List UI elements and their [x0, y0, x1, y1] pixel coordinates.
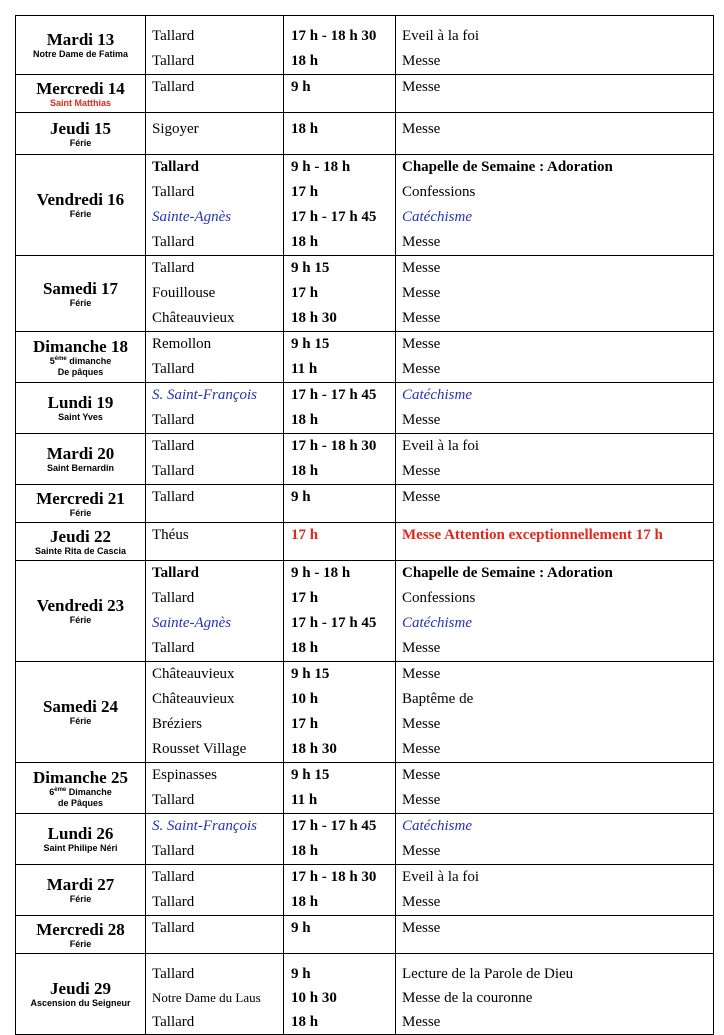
- day-cell: [16, 523, 146, 561]
- day-cell: [16, 113, 146, 155]
- event-line: Messe: [402, 285, 441, 301]
- time-line: 9 h: [291, 79, 311, 95]
- event-line: Confessions: [402, 590, 476, 606]
- time-cell: [284, 865, 396, 916]
- event-line: Messe Attention exceptionnellement 17 h: [402, 527, 663, 543]
- place-cell: [146, 561, 284, 662]
- place-line: Notre Dame du Laus: [152, 990, 261, 1005]
- event-line: Baptême de: [402, 691, 474, 707]
- time-cell: [284, 814, 396, 865]
- event-cell: [396, 916, 714, 954]
- time-line: 18 h: [291, 463, 319, 479]
- place-line: Tallard: [152, 843, 195, 859]
- event-cell: [396, 113, 714, 155]
- day-row: [16, 256, 714, 332]
- day-subtitle: Férie: [69, 894, 92, 904]
- day-subtitle: Sainte Rita de Cascia: [34, 545, 127, 556]
- day-cell: [16, 434, 146, 485]
- place-line: Tallard: [152, 792, 195, 808]
- place-line: Tallard: [152, 28, 195, 44]
- time-line: 17 h: [291, 184, 319, 200]
- place-line: Théus: [152, 527, 189, 543]
- event-line: Lecture de la Parole de Dieu: [402, 966, 574, 982]
- time-line: 9 h: [291, 966, 311, 982]
- day-subtitle: [16, 787, 145, 798]
- day-name: Lundi 26: [47, 824, 114, 843]
- time-line: 11 h: [291, 792, 318, 808]
- event-line: Eveil à la foi: [402, 28, 480, 44]
- place-line: Châteauvieux: [152, 691, 235, 707]
- place-line: Châteauvieux: [152, 666, 235, 682]
- event-line: Messe: [402, 463, 441, 479]
- event-line: Messe de la couronne: [402, 990, 533, 1006]
- day-cell: [16, 865, 146, 916]
- event-line: Messe: [402, 767, 441, 783]
- time-cell: [284, 434, 396, 485]
- day-cell: [16, 332, 146, 383]
- time-line: 18 h: [291, 121, 319, 137]
- event-line: Chapelle de Semaine : Adoration: [402, 159, 613, 175]
- time-cell: [284, 485, 396, 523]
- time-line: 17 h - 18 h 30: [291, 869, 377, 885]
- event-line: Messe: [402, 489, 441, 505]
- day-name: Mercredi 14: [36, 78, 125, 98]
- event-line: Messe: [402, 666, 441, 682]
- place-line: S. Saint-François: [152, 818, 257, 834]
- event-line: Messe: [402, 79, 441, 95]
- place-cell: [146, 485, 284, 523]
- place-line: Tallard: [152, 590, 195, 606]
- event-cell: [396, 75, 714, 113]
- day-row: [16, 113, 714, 155]
- event-line: Messe: [402, 640, 441, 656]
- subtitle-text: dimanche: [66, 355, 112, 366]
- time-cell: [284, 763, 396, 814]
- day-name: Mardi 27: [46, 875, 115, 894]
- schedule-table: [15, 15, 714, 1035]
- event-line: Messe: [402, 336, 441, 352]
- place-line: Châteauvieux: [152, 310, 235, 326]
- place-cell: [146, 865, 284, 916]
- time-cell: [284, 523, 396, 561]
- day-row: [16, 954, 714, 1035]
- day-name: Samedi 17: [42, 278, 119, 298]
- day-cell: [16, 256, 146, 332]
- day-cell: [16, 954, 146, 1035]
- event-line: Messe: [402, 121, 441, 137]
- time-line: 9 h: [291, 489, 311, 505]
- event-line: Messe: [402, 234, 441, 250]
- schedule-body: [16, 16, 714, 1035]
- time-cell: [284, 383, 396, 434]
- day-subtitle: Saint Matthias: [49, 97, 111, 108]
- place-line: Fouillouse: [152, 285, 216, 301]
- place-line: Tallard: [152, 565, 199, 581]
- day-name: Samedi 24: [42, 697, 119, 716]
- place-cell: [146, 916, 284, 954]
- event-line: Messe: [402, 260, 441, 276]
- time-line: 9 h 15: [291, 336, 330, 352]
- event-line: Messe: [402, 894, 441, 910]
- place-cell: [146, 814, 284, 865]
- ordinal-number: 5: [49, 355, 55, 366]
- place-cell: [146, 383, 284, 434]
- time-line: 10 h 30: [291, 990, 337, 1006]
- event-cell: [396, 814, 714, 865]
- day-row: [16, 332, 714, 383]
- day-subtitle: Férie: [69, 137, 92, 148]
- time-line: 18 h: [291, 640, 319, 656]
- place-line: Tallard: [152, 53, 195, 69]
- day-name: Mardi 20: [46, 444, 115, 463]
- time-line: 18 h: [291, 53, 319, 69]
- event-cell: [396, 485, 714, 523]
- event-cell: [396, 434, 714, 485]
- place-cell: [146, 256, 284, 332]
- day-cell: [16, 763, 146, 814]
- time-line: 17 h - 17 h 45: [291, 615, 377, 631]
- time-line: 18 h: [291, 412, 319, 428]
- place-line: Tallard: [152, 489, 195, 505]
- day-row: [16, 16, 714, 75]
- place-cell: [146, 155, 284, 256]
- place-line: Tallard: [152, 438, 195, 454]
- event-cell: [396, 523, 714, 561]
- day-name: Jeudi 22: [50, 526, 111, 546]
- place-line: Tallard: [152, 463, 195, 479]
- day-name: Lundi 19: [47, 393, 114, 412]
- place-cell: [146, 662, 284, 763]
- event-cell: [396, 16, 714, 75]
- day-row: [16, 814, 714, 865]
- event-line: Messe: [402, 792, 441, 808]
- event-line: Catéchisme: [402, 818, 472, 834]
- place-line: Tallard: [152, 234, 195, 250]
- day-name: Mardi 13: [46, 30, 115, 49]
- time-line: 10 h: [291, 691, 319, 707]
- place-line: Rousset Village: [152, 741, 247, 757]
- place-cell: [146, 763, 284, 814]
- day-row: [16, 662, 714, 763]
- time-line: 9 h 15: [291, 767, 330, 783]
- time-line: 17 h - 17 h 45: [291, 209, 377, 225]
- time-line: 18 h: [291, 894, 319, 910]
- event-line: Messe: [402, 310, 441, 326]
- day-name: Jeudi 29: [50, 979, 111, 998]
- event-line: Messe: [402, 361, 441, 377]
- time-cell: [284, 332, 396, 383]
- day-subtitle: Férie: [69, 938, 92, 949]
- time-line: 9 h 15: [291, 260, 330, 276]
- day-name: Mercredi 28: [36, 919, 125, 939]
- event-line: Chapelle de Semaine : Adoration: [402, 565, 613, 581]
- place-cell: [146, 523, 284, 561]
- day-row: [16, 75, 714, 113]
- event-cell: [396, 954, 714, 1035]
- day-subtitle: Saint Yves: [58, 412, 103, 422]
- day-row: [16, 155, 714, 256]
- day-cell: [16, 155, 146, 256]
- event-line: Messe: [402, 412, 441, 428]
- place-line: Sigoyer: [152, 121, 199, 137]
- event-cell: [396, 383, 714, 434]
- day-row: [16, 383, 714, 434]
- time-cell: [284, 916, 396, 954]
- time-cell: [284, 954, 396, 1035]
- place-line: Tallard: [152, 79, 195, 95]
- time-line: 9 h - 18 h: [291, 565, 351, 581]
- time-line: 17 h: [291, 716, 319, 732]
- time-line: 17 h - 18 h 30: [291, 438, 377, 454]
- place-cell: [146, 954, 284, 1035]
- ordinal-suffix: ème: [54, 786, 67, 793]
- place-cell: [146, 75, 284, 113]
- day-cell: [16, 814, 146, 865]
- time-line: 18 h 30: [291, 310, 337, 326]
- day-row: [16, 523, 714, 561]
- place-line: Tallard: [152, 894, 195, 910]
- day-subtitle: de Pâques: [57, 797, 104, 808]
- place-line: Tallard: [152, 159, 199, 175]
- event-line: Catéchisme: [402, 387, 472, 403]
- day-name: Jeudi 15: [50, 118, 111, 138]
- day-name: Dimanche 25: [33, 767, 128, 787]
- event-line: Eveil à la foi: [402, 869, 480, 885]
- day-subtitle: Saint Bernardin: [46, 463, 114, 473]
- day-subtitle: Férie: [69, 507, 92, 518]
- time-line: 17 h - 18 h 30: [291, 28, 377, 44]
- day-name: Dimanche 18: [33, 336, 128, 356]
- place-line: Tallard: [152, 260, 195, 276]
- place-line: S. Saint-François: [152, 387, 257, 403]
- time-line: 9 h: [291, 920, 311, 936]
- event-cell: [396, 155, 714, 256]
- day-row: [16, 434, 714, 485]
- day-subtitle: Férie: [69, 297, 92, 308]
- event-line: Messe: [402, 920, 441, 936]
- time-line: 9 h 15: [291, 666, 330, 682]
- day-subtitle: De pâques: [57, 366, 104, 377]
- time-line: 11 h: [291, 361, 318, 377]
- day-cell: [16, 662, 146, 763]
- event-cell: [396, 561, 714, 662]
- place-line: Tallard: [152, 184, 195, 200]
- place-line: Tallard: [152, 361, 195, 377]
- place-cell: [146, 332, 284, 383]
- event-cell: [396, 662, 714, 763]
- day-cell: [16, 16, 146, 75]
- day-row: [16, 485, 714, 523]
- place-line: Tallard: [152, 869, 195, 885]
- day-cell: [16, 75, 146, 113]
- day-subtitle: [16, 356, 145, 367]
- place-line: Sainte-Agnès: [152, 209, 232, 225]
- place-line: Tallard: [152, 412, 195, 428]
- ordinal-suffix: ème: [54, 355, 67, 362]
- day-row: [16, 763, 714, 814]
- place-line: Bréziers: [152, 716, 202, 732]
- time-cell: [284, 16, 396, 75]
- event-line: Messe: [402, 741, 441, 757]
- day-name: Vendredi 23: [36, 596, 125, 615]
- time-cell: [284, 662, 396, 763]
- place-line: Tallard: [152, 640, 195, 656]
- day-cell: [16, 916, 146, 954]
- place-line: Tallard: [152, 966, 195, 982]
- subtitle-text: Dimanche: [66, 786, 112, 797]
- day-subtitle: Ascension du Seigneur: [30, 998, 131, 1008]
- place-line: Tallard: [152, 1014, 195, 1030]
- day-row: [16, 561, 714, 662]
- place-line: Sainte-Agnès: [152, 615, 232, 631]
- time-cell: [284, 75, 396, 113]
- event-line: Messe: [402, 1014, 441, 1030]
- event-line: Catéchisme: [402, 615, 472, 631]
- time-line: 17 h - 17 h 45: [291, 387, 377, 403]
- place-line: Espinasses: [152, 767, 217, 783]
- place-line: Tallard: [152, 920, 195, 936]
- time-line: 18 h: [291, 1014, 319, 1030]
- day-subtitle: Notre Dame de Fatima: [32, 49, 129, 59]
- day-row: [16, 865, 714, 916]
- event-line: Catéchisme: [402, 209, 472, 225]
- day-subtitle: Férie: [69, 615, 92, 625]
- day-subtitle: Saint Philipe Néri: [43, 843, 118, 853]
- time-cell: [284, 113, 396, 155]
- time-line: 17 h: [291, 527, 319, 543]
- ordinal-number: 6: [49, 786, 55, 797]
- time-cell: [284, 561, 396, 662]
- event-cell: [396, 763, 714, 814]
- time-line: 18 h: [291, 843, 319, 859]
- time-line: 18 h 30: [291, 741, 337, 757]
- day-cell: [16, 561, 146, 662]
- day-cell: [16, 383, 146, 434]
- day-row: [16, 916, 714, 954]
- time-line: 17 h: [291, 285, 319, 301]
- event-line: Messe: [402, 843, 441, 859]
- event-cell: [396, 256, 714, 332]
- place-cell: [146, 434, 284, 485]
- time-line: 17 h: [291, 590, 319, 606]
- event-line: Confessions: [402, 184, 476, 200]
- day-cell: [16, 485, 146, 523]
- place-line: Remollon: [152, 336, 212, 352]
- event-line: Eveil à la foi: [402, 438, 480, 454]
- place-cell: [146, 16, 284, 75]
- event-cell: [396, 865, 714, 916]
- time-line: 18 h: [291, 234, 319, 250]
- day-subtitle: Férie: [69, 716, 92, 726]
- event-line: Messe: [402, 716, 441, 732]
- day-subtitle: Férie: [69, 209, 92, 219]
- time-line: 17 h - 17 h 45: [291, 818, 377, 834]
- event-line: Messe: [402, 53, 441, 69]
- day-name: Vendredi 16: [36, 190, 125, 209]
- time-cell: [284, 256, 396, 332]
- time-cell: [284, 155, 396, 256]
- day-name: Mercredi 21: [36, 488, 125, 508]
- place-cell: [146, 113, 284, 155]
- event-cell: [396, 332, 714, 383]
- time-line: 9 h - 18 h: [291, 159, 351, 175]
